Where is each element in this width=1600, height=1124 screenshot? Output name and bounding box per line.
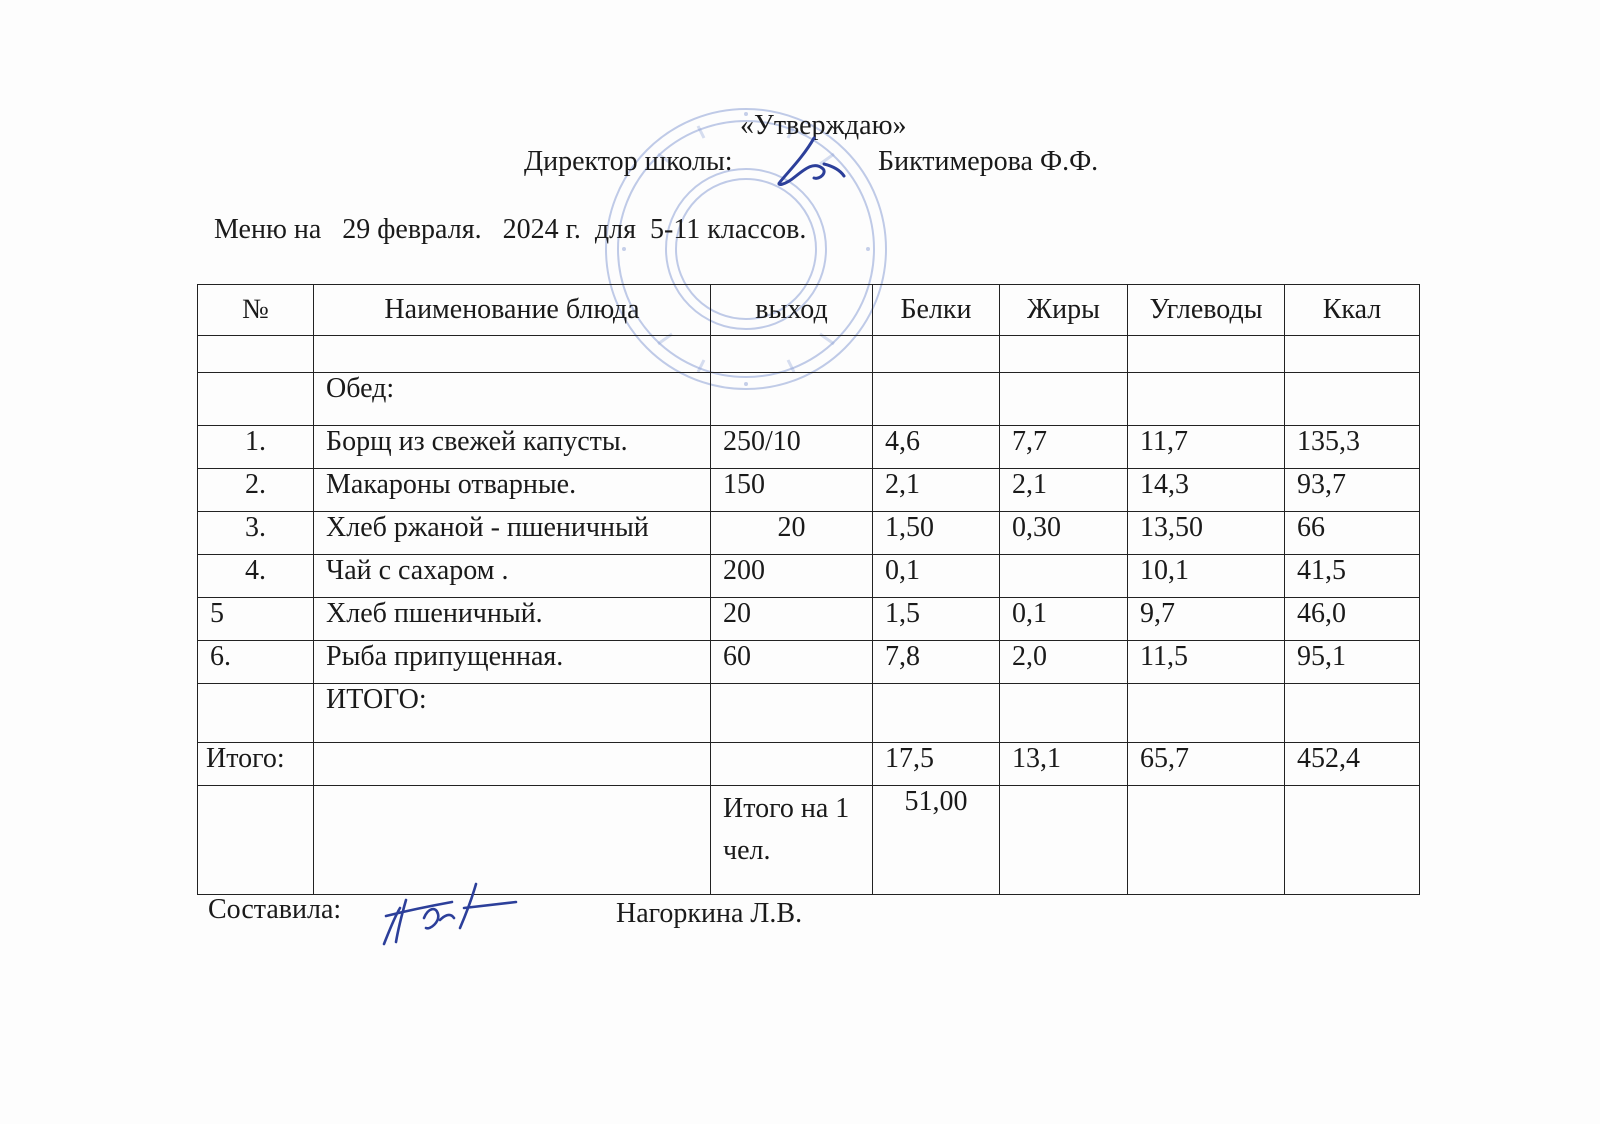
item-yield: 20 [711,512,873,555]
itogo-caps-label: ИТОГО: [314,684,711,743]
table-row [198,641,1420,684]
item-kcal: 135,3 [1285,426,1420,469]
item-fat [1000,555,1128,598]
item-kcal: 93,7 [1285,469,1420,512]
item-yield: 150 [711,469,873,512]
compiler-signature [380,878,520,950]
item-carbs: 10,1 [1128,555,1285,598]
item-no: 4. [198,555,314,598]
compiled-by-label: Составила: [208,894,342,925]
item-no: 3. [198,512,314,555]
total-fat: 13,1 [1000,743,1128,786]
col-carbs: Углеводы [1128,285,1285,336]
menu-table [197,284,1420,895]
item-no: 6. [198,641,314,684]
item-fat: 2,0 [1000,641,1128,684]
table-row [198,555,1420,598]
total-protein: 17,5 [873,743,1000,786]
item-no: 5 [198,598,314,641]
item-no: 1. [198,426,314,469]
item-yield: 200 [711,555,873,598]
item-carbs: 11,5 [1128,641,1285,684]
item-protein: 1,5 [873,598,1000,641]
col-yield: выход [711,285,873,336]
col-protein: Белки [873,285,1000,336]
item-name: Чай с сахаром . [314,555,711,598]
table-row [198,598,1420,641]
director-signature [774,136,846,188]
approval-title: «Утверждаю» [740,110,907,141]
per-person-value: 51,00 [873,786,1000,895]
compiler-name: Нагоркина Л.В. [616,898,803,929]
col-name: Наименование блюда [314,285,711,336]
item-fat: 0,1 [1000,598,1128,641]
item-name: Хлеб ржаной - пшеничный [314,512,711,555]
col-kcal: Ккал [1285,285,1420,336]
item-kcal: 46,0 [1285,598,1420,641]
totals-label: Итого: [198,743,314,786]
item-carbs: 11,7 [1128,426,1285,469]
table-row [198,512,1420,555]
per-person-label: Итого на 1 чел. [711,786,873,895]
item-carbs: 9,7 [1128,598,1285,641]
section-row [198,373,1420,426]
table-row [198,426,1420,469]
director-label: Директор школы: [524,146,733,177]
col-fat: Жиры [1000,285,1128,336]
item-fat: 7,7 [1000,426,1128,469]
item-kcal: 66 [1285,512,1420,555]
empty-row [198,336,1420,373]
item-protein: 1,50 [873,512,1000,555]
item-no: 2. [198,469,314,512]
total-carbs: 65,7 [1128,743,1285,786]
menu-date-line: Меню на 29 февраля. 2024 г. для 5-11 классов. [214,214,807,245]
item-protein: 0,1 [873,555,1000,598]
header-row [198,285,1420,336]
item-name: Борщ из свежей капусты. [314,426,711,469]
item-carbs: 14,3 [1128,469,1285,512]
table-row [198,469,1420,512]
director-name: Биктимерова Ф.Ф. [878,146,1099,177]
item-yield: 250/10 [711,426,873,469]
item-kcal: 41,5 [1285,555,1420,598]
item-name: Хлеб пшеничный. [314,598,711,641]
itogo-caps-row [198,684,1420,743]
item-yield: 60 [711,641,873,684]
section-label: Обед: [314,373,711,426]
item-fat: 0,30 [1000,512,1128,555]
totals-row [198,743,1420,786]
item-fat: 2,1 [1000,469,1128,512]
total-kcal: 452,4 [1285,743,1420,786]
item-protein: 4,6 [873,426,1000,469]
item-protein: 7,8 [873,641,1000,684]
item-yield: 20 [711,598,873,641]
item-name: Рыба припущенная. [314,641,711,684]
item-protein: 2,1 [873,469,1000,512]
director-line [524,146,1099,178]
item-name: Макароны отварные. [314,469,711,512]
item-kcal: 95,1 [1285,641,1420,684]
col-no: № [198,285,314,336]
item-carbs: 13,50 [1128,512,1285,555]
